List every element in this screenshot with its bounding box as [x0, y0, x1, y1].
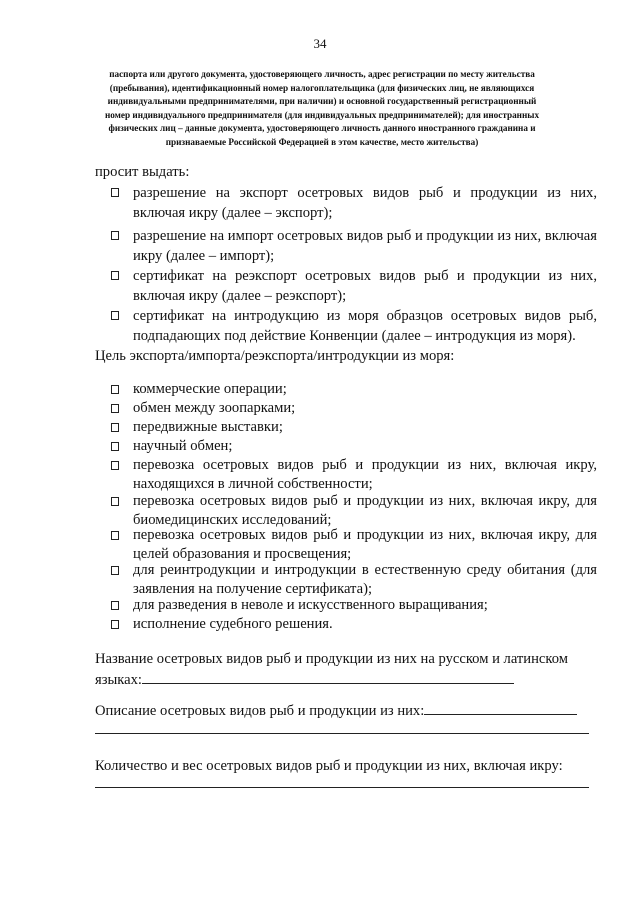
species-name-label-line2: языках:: [95, 672, 142, 688]
checkbox-icon[interactable]: [111, 620, 119, 629]
request-label: просит выдать:: [95, 164, 190, 180]
option-text: разрешение на экспорт осетровых видов рыб и продукции из них, включая икру (далее – экспорт);: [133, 185, 597, 221]
description-row: [95, 701, 577, 720]
checkbox-icon[interactable]: [111, 311, 119, 320]
checkbox-icon[interactable]: [111, 385, 119, 394]
purpose-label: Цель экспорта/импорта/реэкспорта/интродукции из моря:: [95, 348, 455, 364]
checkbox-icon[interactable]: [111, 423, 119, 432]
description-field[interactable]: [424, 701, 577, 715]
option-text: для реинтродукции и интродукции в естественную среду обитания (для заявления на получение сертификата);: [133, 562, 597, 597]
option-text: перевозка осетровых видов рыб и продукции из них, включая икру, для биомедицинских исследований;: [133, 493, 597, 528]
purpose-option: [111, 456, 597, 494]
option-text: перевозка осетровых видов рыб и продукции из них, включая икру, для целей образования и просвещения;: [133, 527, 597, 562]
purpose-option: [111, 399, 597, 418]
checkbox-icon[interactable]: [111, 404, 119, 413]
page-number: 34: [313, 36, 327, 51]
option-text: сертификат на реэкспорт осетровых видов рыб и продукции из них, включая икру (далее – реэкспорт);: [133, 268, 597, 304]
purpose-option: [111, 418, 597, 437]
option-text: разрешение на импорт осетровых видов рыб и продукции из них, включая икру (далее – импорт);: [133, 228, 597, 264]
species-name-label-line1: Название осетровых видов рыб и продукции из них на русском и латинском: [95, 651, 569, 667]
species-name-field[interactable]: [142, 670, 514, 684]
request-option-import: [111, 226, 597, 266]
request-option-introduction: [111, 306, 597, 346]
header-note: паспорта или другого документа, удостоверяющего личность, адрес регистрации по месту жительства (пребывания), идентификационный номер налогоплательщика (для физических лиц, не являющихся индивидуальными предпринимателями, при наличии) и основной государственный регистрационный номер индивидуального предпринимателя (для индивидуальных предпринимателей); для иностранных физических лиц – данные документа, удостоверяющего личность данного иностранного гражданина и признаваемые Российской Федерацией в этом качестве, место жительства): [104, 69, 540, 147]
request-option-reexport: [111, 266, 597, 306]
option-text: научный обмен;: [133, 438, 233, 454]
checkbox-icon[interactable]: [111, 231, 119, 240]
checkbox-icon[interactable]: [111, 531, 119, 540]
purpose-option: [111, 492, 597, 530]
checkbox-icon[interactable]: [111, 497, 119, 506]
option-text: коммерческие операции;: [133, 381, 287, 397]
option-text: для разведения в неволе и искусственного выращивания;: [133, 597, 488, 613]
description-field-continuation[interactable]: [95, 733, 589, 734]
purpose-option: [111, 526, 597, 564]
checkbox-icon[interactable]: [111, 566, 119, 575]
checkbox-icon[interactable]: [111, 442, 119, 451]
option-text: передвижные выставки;: [133, 419, 283, 435]
option-text: обмен между зоопарками;: [133, 400, 296, 416]
species-name-label: [95, 649, 597, 691]
purpose-option: [111, 615, 597, 634]
request-option-export: [111, 183, 597, 223]
option-text: сертификат на интродукцию из моря образцов осетровых видов рыб, подпадающих под действие Конвенции (далее – интродукция из моря).: [133, 308, 597, 344]
checkbox-icon[interactable]: [111, 188, 119, 197]
quantity-field[interactable]: [95, 787, 589, 788]
purpose-option: [111, 596, 597, 615]
purpose-option: [111, 380, 597, 399]
option-text: перевозка осетровых видов рыб и продукции из них, включая икру, находящихся в личной собственности;: [133, 457, 597, 492]
checkbox-icon[interactable]: [111, 271, 119, 280]
checkbox-icon[interactable]: [111, 461, 119, 470]
checkbox-icon[interactable]: [111, 601, 119, 610]
description-label: Описание осетровых видов рыб и продукции из них:: [95, 703, 425, 719]
quantity-label: Количество и вес осетровых видов рыб и продукции из них, включая икру:: [95, 758, 563, 774]
option-text: исполнение судебного решения.: [133, 616, 333, 632]
purpose-option: [111, 437, 597, 456]
purpose-option: [111, 561, 597, 599]
